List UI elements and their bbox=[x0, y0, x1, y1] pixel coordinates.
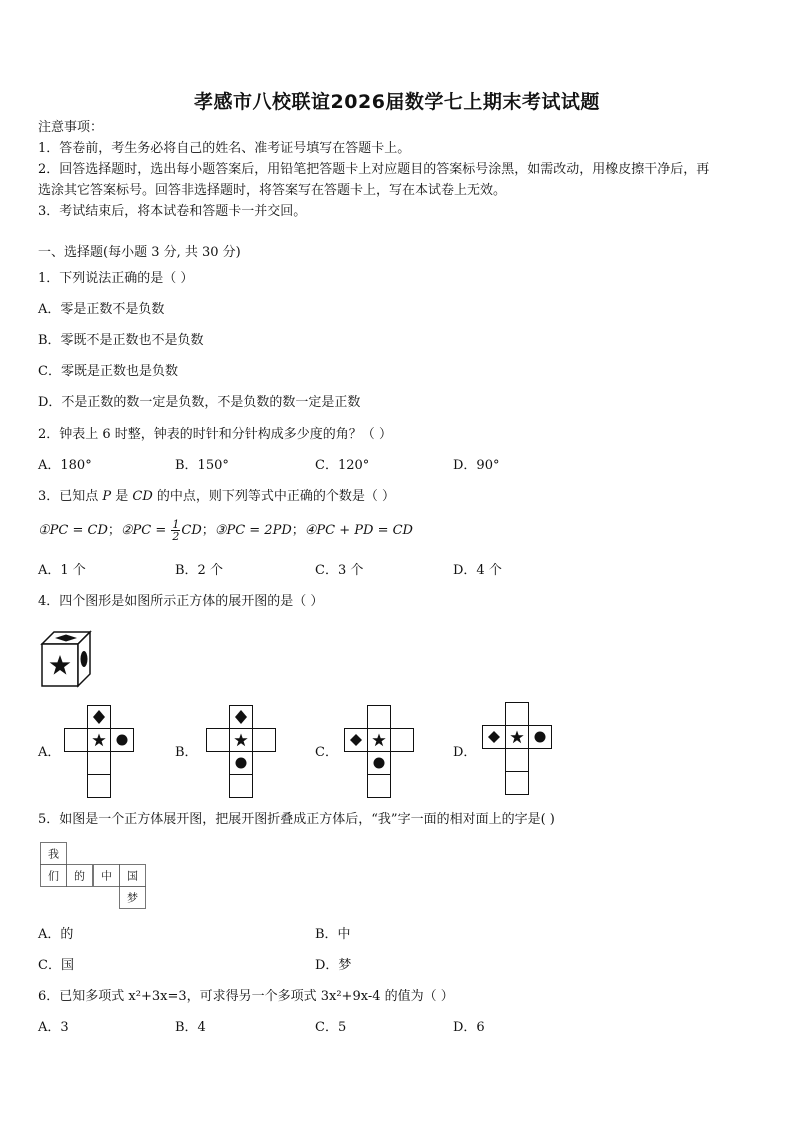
q3-eq-1: ①PC = CD bbox=[38, 523, 108, 538]
q5-option-b[interactable]: B．中 bbox=[315, 927, 351, 942]
q4-net-d bbox=[481, 702, 553, 800]
q5-net-figure bbox=[40, 842, 148, 912]
q4-net-a bbox=[63, 705, 135, 801]
q4-net-c bbox=[343, 705, 415, 801]
q4-option-b[interactable]: B． bbox=[175, 745, 198, 760]
q1-stem: 1．下列说法正确的是（ ） bbox=[38, 271, 194, 286]
q6-option-c[interactable]: C．5 bbox=[315, 1020, 347, 1035]
net-char-de: 的 bbox=[74, 869, 85, 883]
q2-stem: 2．钟表上 6 时整，钟表的时针和分针构成多少度的角？（ ） bbox=[38, 427, 392, 442]
q6-option-a[interactable]: A．3 bbox=[38, 1020, 69, 1035]
q3-option-b[interactable]: B．2 个 bbox=[175, 563, 223, 578]
net-char-men: 们 bbox=[48, 869, 59, 883]
q4-option-c[interactable]: C． bbox=[315, 745, 338, 760]
circle-icon bbox=[117, 735, 128, 746]
q3-option-a[interactable]: A．1 个 bbox=[38, 563, 86, 578]
net-char-zhong: 中 bbox=[101, 869, 112, 883]
section-heading: 一、选择题(每小题 3 分, 共 30 分) bbox=[38, 245, 241, 260]
circle-icon bbox=[535, 732, 546, 743]
q2-option-c[interactable]: C．120° bbox=[315, 458, 370, 473]
notice-item-2: 2．回答选择题时，选出每小题答案后，用铅笔把答题卡上对应题目的答案标号涂黑，如需改动，用橡皮擦干净后，再 bbox=[38, 162, 710, 177]
q6-stem: 6．已知多项式 x²+3x=3，可求得另一个多项式 3x²+9x-4 的值为（ ） bbox=[38, 989, 454, 1004]
q5-option-d[interactable]: D．梦 bbox=[315, 958, 352, 973]
notice-item-2-cont: 选涂其它答案标号。回答非选择题时，将答案写在答题卡上，写在本试卷上无效。 bbox=[38, 183, 507, 198]
q3-eq-4: ④PC + PD = CD bbox=[304, 523, 413, 538]
q3-stem: 3．已知点 P 是 CD 的中点，则下列等式中正确的个数是（ ） bbox=[38, 489, 396, 504]
q1-option-c[interactable]: C．零既是正数也是负数 bbox=[38, 364, 178, 379]
q1-option-d[interactable]: D．不是正数的数一定是负数，不是负数的数一定是正数 bbox=[38, 395, 361, 410]
q4-option-a[interactable]: A． bbox=[38, 745, 61, 760]
notice-item-3: 3．考试结束后，将本试卷和答题卡一并交回。 bbox=[38, 204, 307, 219]
circle-icon bbox=[81, 651, 88, 667]
q2-option-a[interactable]: A．180° bbox=[38, 458, 92, 473]
q5-option-a[interactable]: A．的 bbox=[38, 927, 74, 942]
q2-option-b[interactable]: B．150° bbox=[175, 458, 229, 473]
page-title: 孝感市八校联谊2026届数学七上期末考试试题 bbox=[194, 91, 600, 113]
q3-eq-2: ②PC = $\frac{1}{2}$ CD bbox=[120, 518, 202, 543]
net-char-guo: 国 bbox=[127, 869, 138, 883]
q3-equations: ①PC = CD；②PC = $\frac{1}{2}$ CD；③PC = 2PD；④PC + PD = CD bbox=[38, 518, 413, 543]
q2-option-d[interactable]: D．90° bbox=[453, 458, 500, 473]
q4-net-b bbox=[205, 705, 277, 801]
q4-stem: 4．四个图形是如图所示正方体的展开图的是（ ） bbox=[38, 594, 324, 609]
circle-icon bbox=[374, 758, 385, 769]
q3-option-c[interactable]: C．3 个 bbox=[315, 563, 364, 578]
q3-eq-3: ③PC = 2PD bbox=[214, 523, 292, 538]
q5-stem: 5．如图是一个正方体展开图，把展开图折叠成正方体后，“我”字一面的相对面上的字是( ) bbox=[38, 812, 555, 827]
net-char-wo: 我 bbox=[48, 847, 59, 861]
q4-option-d[interactable]: D． bbox=[453, 745, 477, 760]
q6-option-b[interactable]: B．4 bbox=[175, 1020, 206, 1035]
circle-icon bbox=[236, 758, 247, 769]
notice-heading: 注意事项： bbox=[38, 120, 104, 135]
net-char-meng: 梦 bbox=[127, 891, 138, 905]
q1-option-a[interactable]: A．零是正数不是负数 bbox=[38, 302, 165, 317]
q6-option-d[interactable]: D．6 bbox=[453, 1020, 485, 1035]
notice-item-1: 1．答卷前，考生务必将自己的姓名、准考证号填写在答题卡上。 bbox=[38, 141, 411, 156]
q5-option-c[interactable]: C．国 bbox=[38, 958, 74, 973]
q1-option-b[interactable]: B．零既不是正数也不是负数 bbox=[38, 333, 204, 348]
q3-option-d[interactable]: D．4 个 bbox=[453, 563, 502, 578]
q4-cube-figure bbox=[40, 630, 92, 688]
